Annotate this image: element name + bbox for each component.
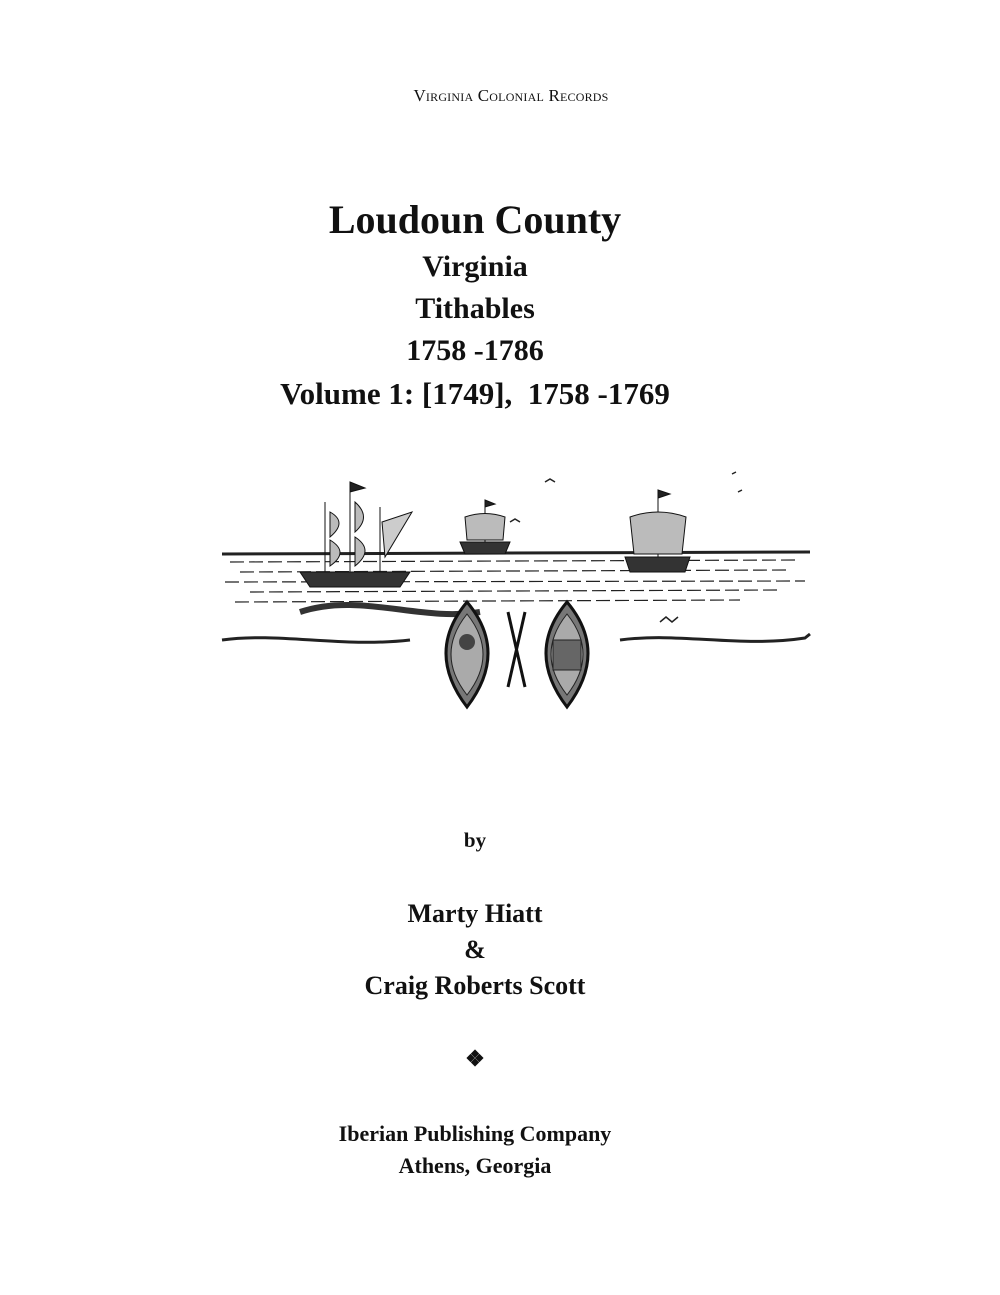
byline: by (463, 828, 487, 852)
ship-right (625, 490, 690, 572)
publisher-name: Iberian Publishing Company (338, 1121, 612, 1146)
author-1: Marty Hiatt (407, 899, 543, 928)
seal-right (546, 602, 588, 707)
birds (510, 472, 742, 622)
diamond-ornament-icon: ❖ (465, 1046, 485, 1071)
author-ampersand: & (464, 935, 486, 964)
ship-center (460, 500, 510, 554)
book-years: 1758 -1786 (406, 334, 544, 367)
series-title: Virginia Colonial Records (413, 86, 609, 105)
book-volume: Volume 1: [1749], 1758 -1769 (280, 376, 670, 411)
seal-left (446, 602, 488, 707)
book-title: Loudoun County (328, 197, 622, 242)
book-subject: Tithables (415, 292, 535, 325)
author-2: Craig Roberts Scott (364, 971, 586, 1000)
ships-and-seals-illustration (220, 462, 812, 712)
book-state: Virginia (422, 250, 528, 283)
publisher-location: Athens, Georgia (398, 1153, 552, 1178)
